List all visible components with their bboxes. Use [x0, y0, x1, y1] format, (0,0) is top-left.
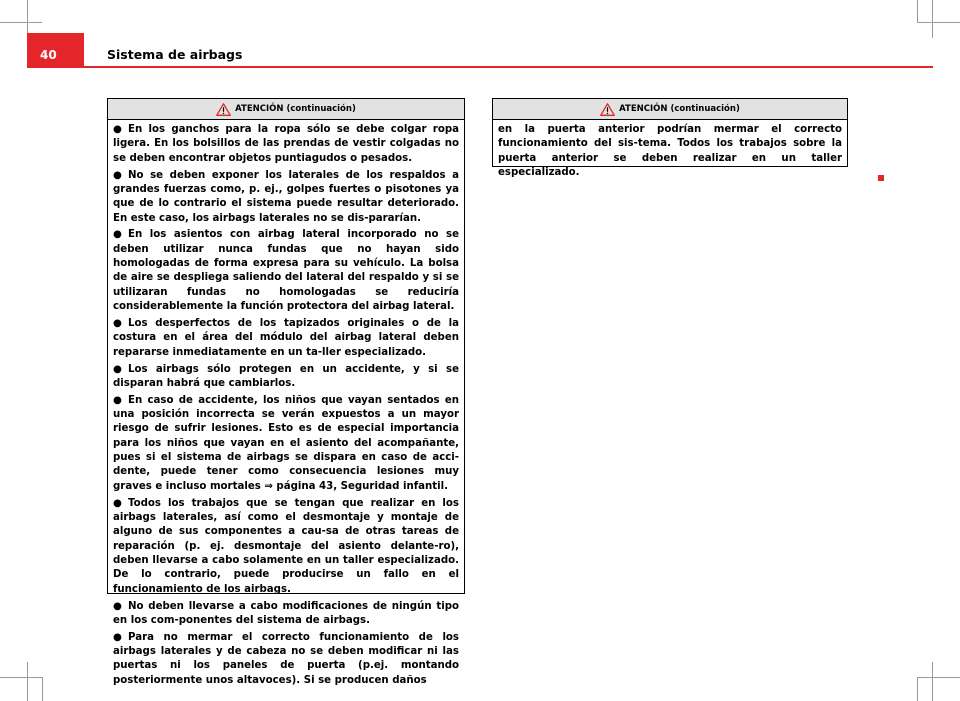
crop-mark [917, 0, 918, 22]
crop-mark [27, 662, 28, 701]
list-item-text: No se deben exponer los laterales de los respaldos a grandes fuerzas como, p. ej., golpes fuertes o pisotones ya que de lo contrario el sistema puede resultar deteriorado. En este caso, los airbags laterales no se dis-pararían. [113, 169, 459, 224]
bullet-icon: ● [113, 317, 122, 329]
page-number: 40 [40, 48, 57, 62]
crop-mark [917, 22, 960, 23]
bullet-icon: ● [113, 631, 122, 643]
list-item-text: Todos los trabajos que se tengan que realizar en los airbags laterales, así como el desmontaje y montaje de alguno de sus componentes a cau-sa de otras tareas de reparación (p. ej. desmontaje del asiento delante-ro), deben llevarse a cabo solamente en un taller especializado. De lo contrario, puede producirse un fallo en el funcionamiento de los airbags. [113, 497, 459, 595]
list-item-text: Los airbags sólo protegen en un accidente, y si se disparan habrá que cambiarlos. [113, 363, 459, 389]
section-title: Sistema de airbags [107, 47, 243, 62]
crop-mark [917, 677, 960, 678]
warning-paragraph: en la puerta anterior podrían mermar el correcto funcionamiento del sis-tema. Todos los trabajos sobre la puerta anterior se deben realizar en un taller especializado. [498, 124, 842, 179]
warning-box-right [492, 98, 848, 179]
list-item [113, 363, 459, 392]
list-item-text: Para no mermar el correcto funcionamiento de los airbags laterales y de cabeza no se deben modificar ni las puertas ni los paneles de puerta (p.ej. montando posteriormente unos altavoces). Si se producen daños [113, 631, 459, 686]
list-item [113, 394, 459, 494]
bullet-icon: ● [113, 600, 122, 612]
list-item [113, 317, 459, 360]
list-item [113, 169, 459, 226]
warning-heading: ATENCIÓN (continuación) [235, 104, 356, 114]
crop-mark [0, 677, 42, 678]
warning-box-left [107, 98, 465, 686]
list-item-text: En los asientos con airbag lateral incorporado no se deben utilizar nunca fundas que no hayan sido homologadas de forma expresa para su vehículo. La bolsa de aire se despliega saliendo del lateral del respaldo y si se utilizaran fundas no homologadas se reduciría considerablemente la función protectora del airbag lateral. [113, 229, 459, 313]
bullet-icon: ● [113, 124, 122, 135]
section-end-marker [878, 175, 884, 181]
warning-triangle-icon [600, 103, 615, 116]
warning-box-header [108, 99, 464, 120]
bullet-icon: ● [113, 497, 122, 509]
crop-mark [0, 22, 42, 23]
bullet-icon: ● [113, 394, 122, 406]
list-item-text: No deben llevarse a cabo modificaciones de ningún tipo en los com-ponentes del sistema de airbags. [113, 600, 459, 626]
list-item-text: Los desperfectos de los tapizados originales o de la costura en el área del módulo del airbag lateral deben repararse inmediatamente en un ta-ller especializado. [113, 317, 459, 358]
list-item [113, 228, 459, 314]
list-item-text: En caso de accidente, los niños que vayan sentados en una posición incorrecta se verán expuestos a un mayor riesgo de sufrir lesiones. Esto es de especial importancia para los niños que vayan en el asiento del acompañante, pues si el sistema de airbags se dispara en caso de acci-dente, puede tener como consecuencia lesiones muy graves e incluso mortales ⇒ página 43, Seguridad infantil. [113, 394, 459, 492]
list-item [113, 123, 459, 166]
bullet-icon: ● [113, 169, 122, 181]
list-item-text: En los ganchos para la ropa sólo se debe colgar ropa ligera. En los bolsillos de las prendas de vestir colgadas no se deben encontrar objetos puntiagudos o pesados. [113, 124, 459, 164]
list-item [113, 497, 459, 597]
bullet-icon: ● [113, 229, 122, 241]
crop-mark [932, 662, 933, 701]
warning-heading: ATENCIÓN (continuación) [619, 104, 740, 114]
list-item [113, 631, 459, 688]
warning-box-header [493, 99, 847, 120]
bullet-icon: ● [113, 363, 122, 375]
warning-list [108, 120, 464, 688]
crop-mark [42, 677, 43, 701]
warning-triangle-icon [216, 103, 231, 116]
list-item [113, 600, 459, 629]
header-rule [84, 66, 933, 68]
crop-mark [932, 0, 933, 38]
crop-mark [917, 677, 918, 701]
